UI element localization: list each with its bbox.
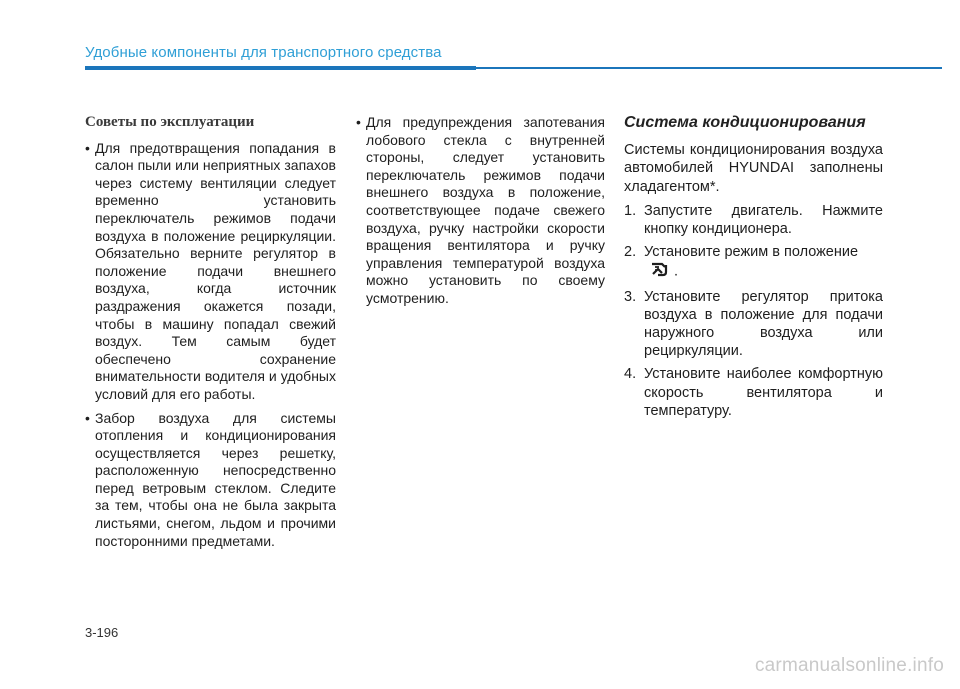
step-item bbox=[624, 243, 883, 282]
list-item bbox=[356, 114, 605, 308]
page-number: 3-196 bbox=[85, 625, 119, 640]
list-item-text: Забор воздуха для системы отопления и кондиционирования осуществляется через решетку, расположенную непосредственно перед ветровым стеклом. Следите за тем, чтобы она не была закрыта листьями, снегом, льдом и прочими посторонними предметами. bbox=[95, 409, 336, 549]
header-rule-thick bbox=[85, 66, 476, 70]
watermark: carmanualsonline.info bbox=[754, 655, 944, 676]
step-item bbox=[624, 202, 883, 238]
list-item-text: Для предотвращения попадания в салон пыли или неприятных запахов через систему вентиляции следует временно установить переключатель режимов подачи воздуха в положение рециркуляции. Обязательно верните регулятор в положение подачи внешнего воздуха, когда источник раздражения окажется позади, чтобы в машину попадал свежий воздух. Тем самым будет обеспечено сохранение внимательности водителя и удобных условий для его работы. bbox=[95, 139, 336, 402]
step-number: 1. bbox=[624, 202, 637, 219]
right-column bbox=[624, 114, 883, 425]
step-text-tail: . bbox=[674, 263, 679, 280]
ac-steps-list bbox=[624, 202, 883, 420]
list-item bbox=[85, 140, 336, 404]
section-header-title: Удобные компоненты для транспортного средства bbox=[85, 44, 442, 61]
tips-list-continued bbox=[356, 114, 605, 308]
step-number: 2. bbox=[624, 244, 637, 261]
bullet-dot: • bbox=[356, 114, 361, 130]
tips-list bbox=[85, 140, 336, 551]
ac-intro-paragraph: Системы кондиционирования воздуха автомобилей HYUNDAI заполнены хладагентом*. bbox=[624, 142, 883, 195]
step-number: 3. bbox=[624, 288, 637, 305]
step-number: 4. bbox=[624, 366, 637, 383]
list-item-text: Для предупреждения запотевания лобового стекла с внутренней стороны, следует установить переключатель режимов подачи внешнего воздуха в положение, соответствующее подаче свежего воздуха, ручку настройки скорости вращения вентилятора и ручку управления температурой воздуха можно установить по своему усмотрению. bbox=[366, 114, 605, 306]
step-text: Установите наиболее комфортную скорость вентилятора и температуру. bbox=[644, 366, 883, 419]
tips-heading: Советы по эксплуатации bbox=[85, 114, 255, 130]
step-item bbox=[624, 288, 883, 361]
middle-column bbox=[356, 114, 605, 314]
ac-system-heading: Система кондиционирования bbox=[624, 114, 866, 131]
bullet-dot: • bbox=[85, 409, 90, 426]
header-rule-thin bbox=[476, 67, 942, 69]
step-text: Установите регулятор притока воздуха в положение для подачи наружного воздуха или рециркуляции. bbox=[644, 288, 883, 360]
bullet-dot: • bbox=[85, 139, 90, 156]
step-text: Запустите двигатель. Нажмите кнопку кондиционера. bbox=[644, 202, 883, 238]
step-item bbox=[624, 365, 883, 420]
recirculation-icon bbox=[650, 261, 670, 282]
step-text: Установите режим в положение bbox=[644, 244, 859, 261]
left-column bbox=[85, 114, 336, 556]
list-item bbox=[85, 410, 336, 551]
